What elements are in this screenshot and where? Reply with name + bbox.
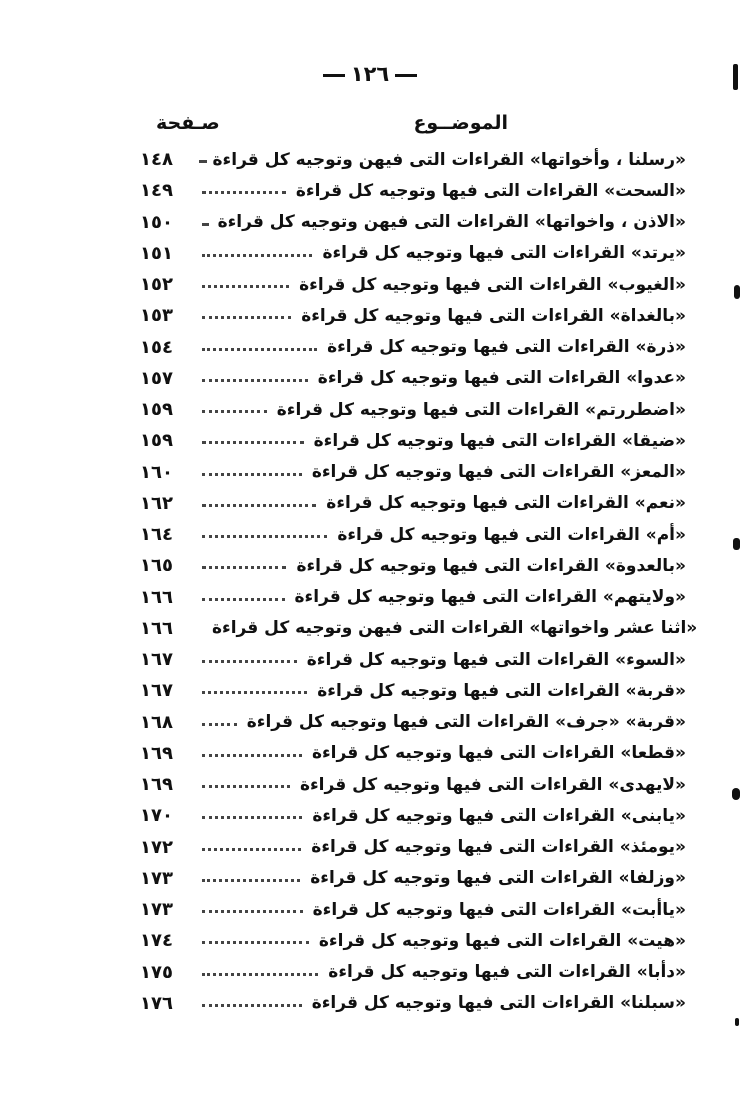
toc-entry (140, 582, 686, 613)
toc-entry-page: ١٧٤ (140, 930, 173, 952)
toc-entry-page: ١٥٢ (140, 274, 173, 296)
leader-dots (202, 437, 304, 444)
leader-dots (202, 187, 286, 194)
toc-entry-page: ١٦٧ (140, 649, 173, 671)
toc-entry (140, 769, 686, 800)
toc-entry-page: ١٤٩ (140, 180, 173, 202)
page-number-text: ١٢٦ (350, 62, 390, 86)
toc-entry-page: ١٧٠ (140, 805, 173, 827)
leader-dots (202, 531, 327, 538)
toc-entry (140, 957, 686, 988)
leader-dots (202, 406, 267, 413)
leader-dots (202, 812, 302, 819)
leader-dots (202, 656, 297, 663)
leader-dots (202, 750, 302, 757)
toc-entry-page: ١٧٣ (140, 867, 173, 889)
toc-entry (140, 894, 686, 925)
scan-edge-mark (733, 538, 740, 550)
toc-entry-title: «أم» القراءات التى فيها وتوجيه كل قراءة (337, 524, 686, 545)
toc-entry-page: ١٦٢ (140, 492, 173, 514)
toc-entry (140, 707, 686, 738)
toc-entry (140, 207, 686, 238)
toc-entry-page: ١٥٣ (140, 305, 173, 327)
toc-entry (140, 269, 686, 300)
leader-dots (202, 969, 318, 976)
leader-dots (202, 594, 285, 601)
toc-entry (140, 550, 686, 581)
toc-entry-title: «ضيقا» القراءات التى فيها وتوجيه كل قراءة (313, 430, 686, 451)
toc-entry-page: ١٦٧ (140, 680, 173, 702)
toc-entry-page: ١٦٦ (140, 586, 173, 608)
toc-entry-title: «ولايتهم» القراءات التى فيها وتوجيه كل قراءة (294, 587, 686, 608)
leader-dots (202, 156, 203, 163)
toc-entry (140, 175, 686, 206)
toc-entry-page: ١٥٠ (140, 211, 173, 233)
toc-entry-page: ١٧٣ (140, 899, 173, 921)
toc-entry (140, 144, 686, 175)
leader-dots (202, 719, 237, 726)
toc-entry (140, 394, 686, 425)
toc-entry (140, 332, 686, 363)
toc-entry-title: «يومئذ» القراءات التى فيها وتوجيه كل قراءة (311, 837, 686, 858)
leader-dots (202, 844, 301, 851)
toc-entry (140, 988, 686, 1019)
toc-entry-page: ١٦٦ (140, 617, 173, 639)
page-number (0, 62, 740, 86)
toc-entry (140, 457, 686, 488)
toc-entry-page: ١٥٩ (140, 430, 173, 452)
toc-entry (140, 613, 698, 644)
toc-entry (140, 800, 686, 831)
page-column-header: صـفحة (156, 112, 220, 134)
toc-entry-title: «قربة» القراءات التى فيها وتوجيه كل قراءة (317, 680, 686, 701)
leader-dots (202, 562, 286, 569)
toc-entry-page: ١٦٨ (140, 711, 173, 733)
scan-edge-mark (733, 64, 738, 90)
toc-entry-title: «ياأبت» القراءات التى فيها وتوجيه كل قراءة (312, 899, 686, 920)
leader-dots (202, 781, 290, 788)
leader-dots (202, 219, 208, 226)
toc-entry-page: ١٦٩ (140, 774, 173, 796)
toc-entry (140, 363, 686, 394)
toc-entry (140, 238, 686, 269)
toc-entry (140, 925, 686, 956)
toc-entry (140, 425, 686, 456)
toc-entry-title: «الاذن ، واخواتها» القراءات التى فيهن وتوجيه كل قراءة (217, 212, 686, 233)
toc-entry-page: ١٤٨ (140, 149, 173, 171)
toc-entry-page: ١٧٢ (140, 836, 173, 858)
toc-entry-page: ١٦٥ (140, 555, 173, 577)
toc-entry-title: «دأبا» القراءات التى فيها وتوجيه كل قراءة (328, 962, 686, 983)
page-number-dash-left (323, 74, 345, 77)
toc-entry (140, 300, 686, 331)
toc-entry-title: «المعز» القراءات التى فيها وتوجيه كل قراءة (311, 462, 686, 483)
toc-entry-page: ١٥٤ (140, 336, 173, 358)
toc-entry-page: ١٧٦ (140, 992, 173, 1014)
toc-entry (140, 519, 686, 550)
toc-entry-page: ١٥٩ (140, 399, 173, 421)
toc-entry-title: «الغيوب» القراءات التى فيها وتوجيه كل قراءة (299, 274, 686, 295)
leader-dots (202, 937, 309, 944)
toc-entry (140, 644, 686, 675)
toc-entry-title: «اثنا عشر واخواتها» القراءات التى فيهن وتوجيه كل قراءة (212, 618, 698, 639)
toc-entry (140, 863, 686, 894)
leader-dots (202, 312, 291, 319)
leader-dots (202, 500, 316, 507)
toc-entry-title: «بالغداة» القراءات التى فيها وتوجيه كل قراءة (301, 305, 686, 326)
toc-entry-title: «السحت» القراءات التى فيها وتوجيه كل قراءة (295, 180, 686, 201)
leader-dots (202, 1000, 302, 1007)
topic-column-header: الموضــوع (413, 112, 508, 134)
page-number-dash-right (395, 74, 417, 77)
toc-entry-page: ١٦٤ (140, 524, 173, 546)
scan-edge-mark (734, 285, 740, 299)
toc-entry-title: «رسلنا ، وأخواتها» القراءات التى فيهن وتوجيه كل قراءة (212, 149, 686, 170)
toc-entry-page: ١٧٥ (140, 961, 173, 983)
toc-entry-title: «هيت» القراءات التى فيها وتوجيه كل قراءة (318, 930, 686, 951)
leader-dots (202, 375, 308, 382)
toc-entry-page: ١٦٠ (140, 461, 173, 483)
toc-entry-title: «السوء» القراءات التى فيها وتوجيه كل قراءة (306, 649, 686, 670)
toc-entry (140, 488, 686, 519)
toc-entry-title: «ذرة» القراءات التى فيها وتوجيه كل قراءة (327, 337, 686, 358)
leader-dots (202, 344, 317, 351)
leader-dots (202, 469, 302, 476)
toc-entry (140, 738, 686, 769)
toc-entry-title: «قربة» «جرف» القراءات التى فيها وتوجيه كل قراءة (246, 712, 686, 733)
leader-dots (202, 281, 289, 288)
leader-dots (202, 250, 312, 257)
leader-dots (202, 875, 300, 882)
toc-entry-title: «بالعدوة» القراءات التى فيها وتوجيه كل قراءة (296, 555, 686, 576)
leader-dots (202, 906, 303, 913)
toc-entry-title: «اضطررتم» القراءات التى فيها وتوجيه كل قراءة (276, 399, 686, 420)
toc-entry-title: «سبلنا» القراءات التى فيها وتوجيه كل قراءة (311, 993, 686, 1014)
toc-entry-page: ١٦٩ (140, 742, 173, 764)
toc-entry-page: ١٥٧ (140, 367, 173, 389)
scan-edge-mark (735, 1018, 739, 1026)
leader-dots (202, 687, 307, 694)
toc-entry-title: «نعم» القراءات التى فيها وتوجيه كل قراءة (326, 493, 686, 514)
toc-entry-title: «عدوا» القراءات التى فيها وتوجيه كل قراءة (317, 368, 686, 389)
toc-entry-title: «يابنى» القراءات التى فيها وتوجيه كل قراءة (312, 805, 686, 826)
toc-entry-title: «يرتد» القراءات التى فيها وتوجيه كل قراءة (322, 243, 686, 264)
toc-entry-title: «قطعا» القراءات التى فيها وتوجيه كل قراءة (311, 743, 686, 764)
toc-entry (140, 832, 686, 863)
toc-entry-title: «لايهدى» القراءات التى فيها وتوجيه كل قراءة (299, 774, 686, 795)
scan-edge-mark (732, 788, 740, 800)
toc-entry-title: «وزلفا» القراءات التى فيها وتوجيه كل قراءة (310, 868, 686, 889)
table-of-contents (140, 144, 698, 1019)
toc-entry-page: ١٥١ (140, 242, 173, 264)
toc-entry (140, 675, 686, 706)
